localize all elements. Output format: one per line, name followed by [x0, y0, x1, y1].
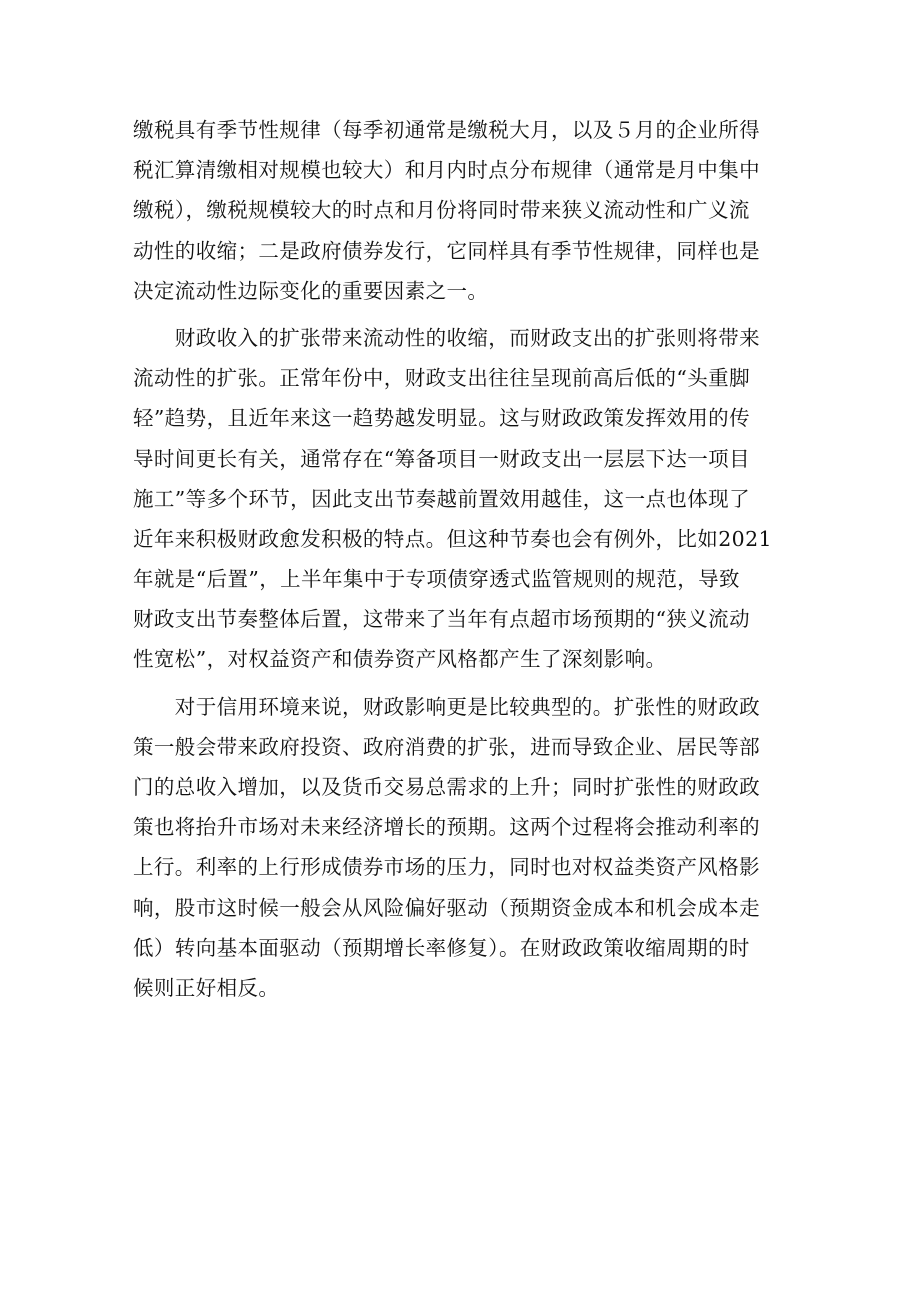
text-line: 施工”等多个环节，因此支出节奏越前置效用越佳，这一点也体现了: [133, 486, 750, 511]
paragraph-spacer: [133, 680, 793, 687]
text-line: 财政收入的扩张带来流动性的收缩，而财政支出的扩张则将带来: [133, 325, 760, 350]
text-line: 门的总收入增加，以及货币交易总需求的上升；同时扩张性的财政政: [133, 775, 760, 799]
text-line: 缴税具有季节性规律（每季初通常是缴税大月，以及５月的企业所得: [133, 118, 760, 142]
text-line: 税汇算清缴相对规模也较大）和月内时点分布规律（通常是月中集中: [133, 158, 760, 183]
text-line: 流动性的扩张。正常年份中，财政支出往往呈现前高后低的“头重脚: [133, 366, 750, 391]
text-line: 轻”趋势，且近年来这一趋势越发明显。这与财政政策发挥效用的传: [133, 406, 750, 431]
text-line: 对于信用环境来说，财政影响更是比较典型的。扩张性的财政政: [133, 694, 760, 719]
text-line: 决定流动性边际变化的重要因素之一。: [133, 278, 489, 303]
paragraph-2: [133, 318, 793, 680]
paragraph-3: [133, 687, 793, 1009]
paragraph-spacer: [133, 311, 793, 318]
text-line: 缴税），缴税规模较大的时点和月份将同时带来狭义流动性和广义流: [133, 198, 750, 223]
text-line: 候则正好相反。: [133, 975, 280, 1000]
document-body: [133, 110, 793, 1008]
text-line: 策一般会带来政府投资、政府消费的扩张，进而导致企业、居民等部: [133, 734, 760, 759]
text-line: 导时间更长有关，通常存在“筹备项目一财政支出一层层下达一项目: [133, 446, 750, 471]
text-line: 策也将抬升市场对未来经济增长的预期。这两个过程将会推动利率的: [133, 815, 760, 840]
text-line: 年就是“后置”，上半年集中于专项债穿透式监管规则的规范，导致: [133, 567, 740, 592]
text-line: 上行。利率的上行形成债券市场的压力，同时也对权益类资产风格影: [133, 855, 760, 880]
text-line: 响，股市这时候一般会从风险偏好驱动（预期资金成本和机会成本走: [133, 895, 760, 920]
text-line: 动性的收缩；二是政府债券发行，它同样具有季节性规律，同样也是: [133, 238, 760, 263]
text-line: 近年来积极财政愈发积极的特点。但这种节奏也会有例外，比如2021: [133, 526, 772, 551]
text-line: 财政支出节奏整体后置，这带来了当年有点超市场预期的“狭义流动: [133, 607, 750, 632]
text-line: 低）转向基本面驱动（预期增长率修复）。在财政政策收缩周期的时: [133, 935, 750, 960]
paragraph-1: [133, 110, 793, 311]
text-line: 性宽松”，对权益资产和债券资产风格都产生了深刻影响。: [133, 647, 667, 672]
